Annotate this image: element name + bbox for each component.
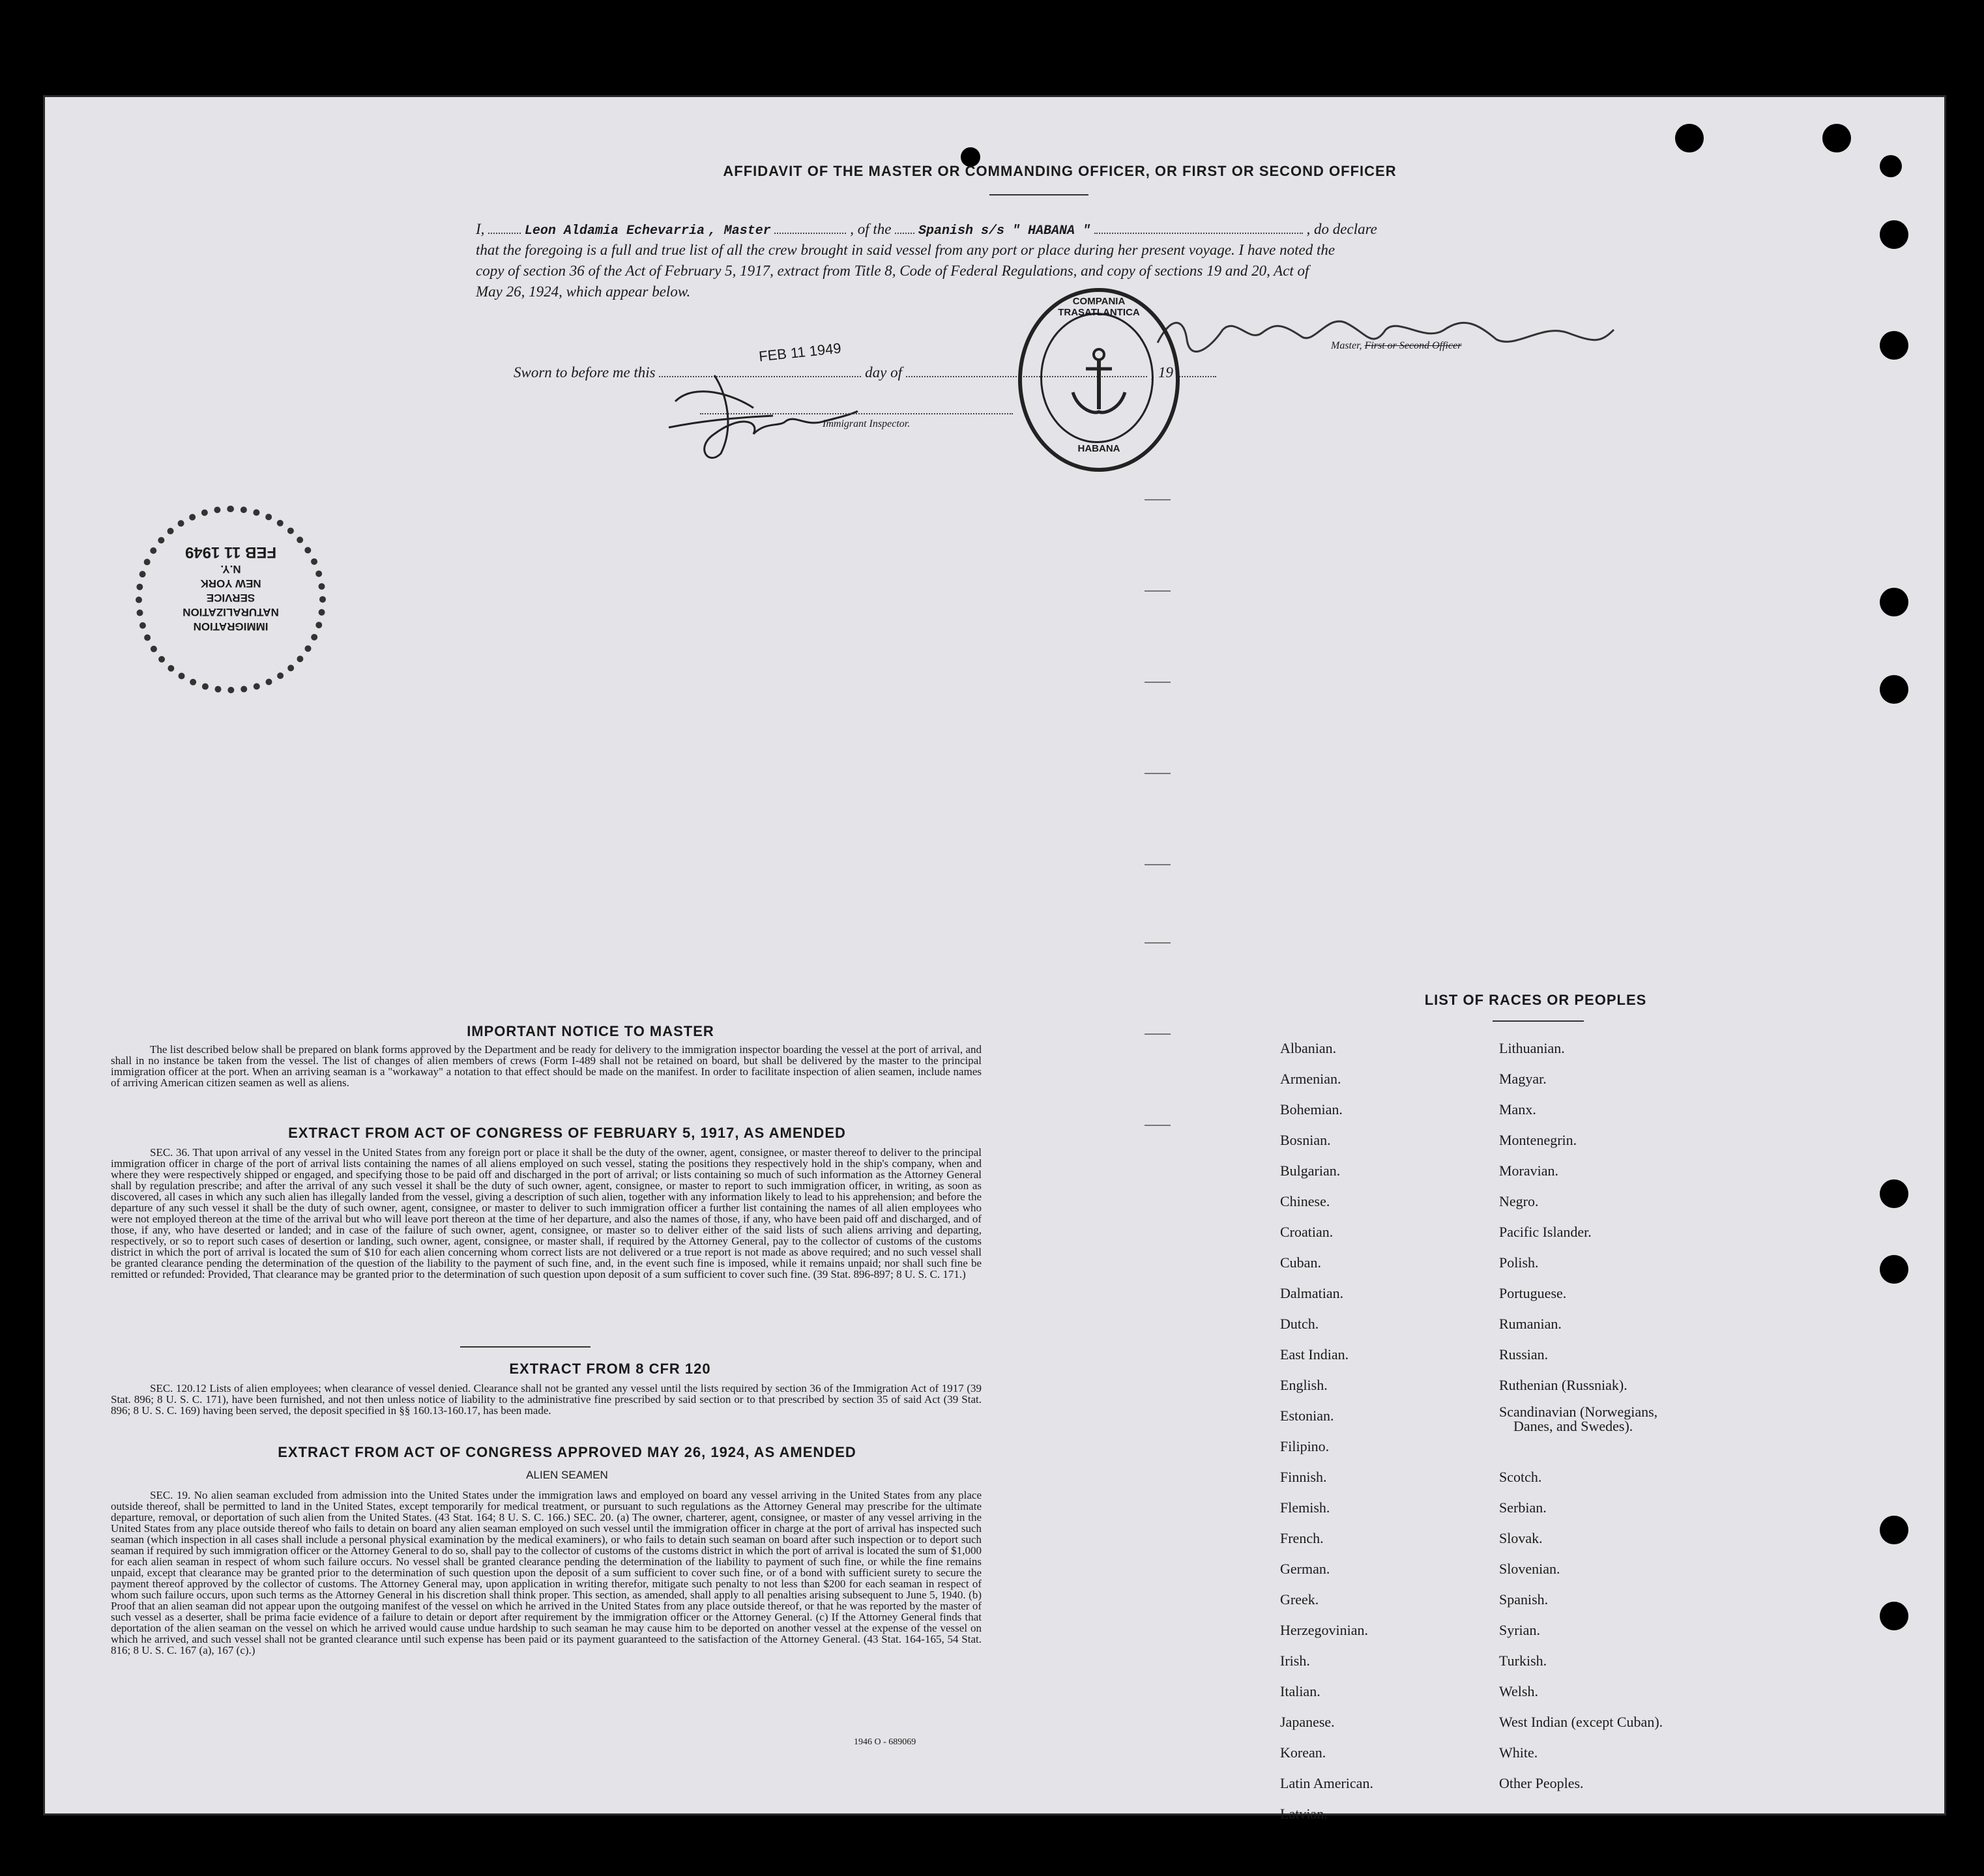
race-item: Flemish. bbox=[1280, 1499, 1330, 1516]
do-declare: , do declare bbox=[1306, 221, 1377, 237]
column-dash bbox=[1145, 773, 1171, 774]
race-item: Negro. bbox=[1499, 1193, 1539, 1209]
race-item: Bulgarian. bbox=[1280, 1162, 1341, 1179]
sworn-text: Sworn to before me this bbox=[514, 364, 656, 381]
race-item: Portuguese. bbox=[1499, 1285, 1567, 1301]
race-item: Russian. bbox=[1499, 1346, 1549, 1363]
race-item: German. bbox=[1280, 1561, 1330, 1577]
punch-hole bbox=[1880, 1516, 1908, 1544]
column-dash bbox=[1145, 590, 1171, 592]
master-caption-text: Master, bbox=[1331, 340, 1362, 351]
seal-bottom-text: HABANA bbox=[1077, 443, 1120, 454]
vessel-name: Spanish s/s " HABANA " bbox=[918, 224, 1091, 238]
round-stamp-text bbox=[168, 545, 293, 633]
race-item: Armenian. bbox=[1280, 1071, 1341, 1087]
inspector-signature bbox=[656, 356, 864, 467]
affidavit-title: AFFIDAVIT OF THE MASTER OR COMMANDING OFFICER, OR FIRST OR SECOND OFFICER bbox=[723, 163, 1397, 179]
race-item: Slovenian. bbox=[1499, 1561, 1560, 1577]
race-item: Italian. bbox=[1280, 1683, 1320, 1699]
extract-1924-body: SEC. 19. No alien seaman excluded from admission into the United States under the immigration laws and employed on board any vessel arriving in the United States from any place outside thereof, shall be permitted to land in the United States, except temporarily for medical treatment, or pursuant to such regulations as the Attorney General may prescribe for the ultimate departure, removal, or deportation of such alien from the United States. (43 Stat. 164; 8 U. S. C. 166.) SEC. 20. (a) The owner, charterer, agent, consignee, or master of any vessel arriving in the United States from any place outside thereof who fails to detain on board any alien seaman employed on such vessel until the immigration officer in charge at the port of arrival has inspected such seaman (which inspection in all cases shall include a personal physical examination by the medical examiners), or who fails to detain such seaman on board after such inspection or to deport such seaman if required by such immigration officer or the Attorney General to do so, shall pay to the collector of customs of the customs district in which the port of arrival is located the sum of $1,000 for each alien seaman in respect of whom such failure occurs. No vessel shall be granted clearance pending the determination of the liability to payment of such fine, or while the fine remains unpaid, except that clearance may be granted prior to the determination of such question upon the deposit of a sum sufficient to cover such fine, or of a bond with sufficient surety to secure the payment thereof approved by the collector of customs. The Attorney General may, upon application in writing therefor, mitigate such penalty to not less than $200 for each seaman in respect of whom such failure occurs, upon such terms as the Attorney General in his discretion shall think proper. This section, as amended, shall apply to all penalties arising subsequent to June 5, 1940. (b) Proof that an alien seaman did not appear upon the outgoing manifest of the vessel on which he arrived in the United States from any place outside thereof, or that he was reported by the master of such vessel as a deserter, shall be prima facie evidence of a failure to detain or deport after requirement by the immigration officer or the Attorney General. (c) If the Attorney General finds that deportation of the alien seaman on the vessel on which he arrived would cause undue hardship to such seaman he may cause him to be deported on another vessel at the expense of the vessel on which he arrived, and such vessel shall not be granted clearance until such expense has been paid or its payment guaranteed to the satisfaction of the Attorney General. (43 Stat. 164-165, 54 Stat. 816; 8 U. S. C. 167 (a), 167 (c).) bbox=[111, 1489, 982, 1656]
race-item: Cuban. bbox=[1280, 1254, 1321, 1271]
column-dash bbox=[1145, 499, 1171, 500]
column-dash bbox=[1145, 864, 1171, 865]
race-item: Montenegrin. bbox=[1499, 1132, 1577, 1148]
race-item: French. bbox=[1280, 1530, 1324, 1546]
round-stamp-line: N.Y. bbox=[220, 563, 241, 575]
extract-1924-subtitle: ALIEN SEAMEN bbox=[526, 1469, 608, 1481]
extract-cfr-body: SEC. 120.12 Lists of alien employees; when clearance of vessel denied. Clearance shall not be granted any vessel until the lists required by section 36 of the Immigration Act of 1917 (39 Stat. 896; 8 U. S. C. 171), have been furnished, and not then unless notice of liability to the administrative fine prescribed by said section or to that prescribed by section 35 of said Act (39 Stat. 896; 8 U. S. C. 169) having been served, the deposit specified in §§ 160.13-160.17, has been made. bbox=[111, 1382, 982, 1417]
punch-hole bbox=[1880, 1255, 1908, 1284]
date-stamp: FEB 11 1949 bbox=[757, 339, 842, 365]
races-title: LIST OF RACES OR PEOPLES bbox=[1424, 992, 1647, 1008]
round-stamp-line: SERVICE bbox=[206, 592, 255, 604]
race-item: Polish. bbox=[1499, 1254, 1539, 1271]
immigration-round-stamp bbox=[136, 506, 326, 693]
print-code: 1946 O - 689069 bbox=[854, 1737, 916, 1747]
race-item: West Indian (except Cuban). bbox=[1499, 1714, 1663, 1730]
race-item: Japanese. bbox=[1280, 1714, 1335, 1730]
extract-1917-rule bbox=[460, 1346, 591, 1348]
declaration-line-2: that the foregoing is a full and true list of all the crew brought in said vessel from any port or place during her present voyage. I have noted the bbox=[476, 242, 1335, 258]
race-item: Dutch. bbox=[1280, 1316, 1319, 1332]
races-title-rule bbox=[1493, 1020, 1584, 1022]
declaration-line-4: May 26, 1924, which appear below. bbox=[476, 283, 691, 300]
race-item: Chinese. bbox=[1280, 1193, 1330, 1209]
master-caption bbox=[1331, 340, 1461, 352]
punch-hole bbox=[1880, 588, 1908, 616]
race-item: Pacific Islander. bbox=[1499, 1224, 1592, 1240]
punch-hole bbox=[1880, 331, 1908, 360]
column-dash bbox=[1145, 942, 1171, 944]
round-stamp-line: NEW YORK bbox=[200, 577, 261, 590]
race-item: Turkish. bbox=[1499, 1652, 1547, 1669]
race-item: Latvian. bbox=[1280, 1806, 1328, 1822]
extract-1924-title: EXTRACT FROM ACT OF CONGRESS APPROVED MAY 26, 1924, AS AMENDED bbox=[278, 1444, 856, 1460]
race-item: Estonian. bbox=[1280, 1407, 1334, 1424]
inspector-rule bbox=[700, 413, 1013, 414]
of-the: , of the bbox=[850, 221, 892, 237]
race-item: Lithuanian. bbox=[1499, 1040, 1565, 1056]
race-item: Scandinavian (Norwegians, bbox=[1499, 1404, 1658, 1420]
declaration-line-1 bbox=[476, 219, 1584, 242]
race-item: Other Peoples. bbox=[1499, 1775, 1584, 1791]
struck-caption: First or Second Officer bbox=[1364, 340, 1462, 351]
seal-text: COMPANIA TRASATLANTICA bbox=[1058, 296, 1140, 318]
race-item: Bosnian. bbox=[1280, 1132, 1331, 1148]
punch-hole bbox=[1880, 1179, 1908, 1208]
punch-hole bbox=[1880, 675, 1908, 704]
company-seal bbox=[1018, 288, 1180, 472]
race-item: Korean. bbox=[1280, 1744, 1326, 1761]
round-stamp-date: FEB 11 1949 bbox=[184, 543, 277, 561]
round-stamp-line: NATURALIZATION bbox=[182, 606, 279, 618]
race-item: Croatian. bbox=[1280, 1224, 1334, 1240]
race-item: Serbian. bbox=[1499, 1499, 1547, 1516]
race-item: Latin American. bbox=[1280, 1775, 1373, 1791]
punch-hole bbox=[1880, 1602, 1908, 1630]
master-signature bbox=[1151, 304, 1620, 362]
extract-1917-title: EXTRACT FROM ACT OF CONGRESS OF FEBRUARY 5, 1917, AS AMENDED bbox=[288, 1125, 846, 1141]
punch-hole bbox=[1880, 220, 1908, 249]
punch-hole bbox=[1880, 155, 1902, 177]
race-item: Rumanian. bbox=[1499, 1316, 1562, 1332]
race-item: Filipino. bbox=[1280, 1438, 1330, 1454]
race-item: Finnish. bbox=[1280, 1469, 1327, 1485]
race-item: Herzegovinian. bbox=[1280, 1622, 1368, 1638]
race-item: Dalmatian. bbox=[1280, 1285, 1344, 1301]
master-name: Leon Aldamia Echevarria bbox=[524, 224, 705, 238]
rank: , Master bbox=[708, 224, 771, 238]
document-page bbox=[43, 95, 1946, 1822]
round-stamp-line: IMMIGRATION bbox=[193, 620, 269, 633]
declaration-line-3: copy of section 36 of the Act of February 5, 1917, extract from Title 8, Code of Federal Regulations, and copy of sections 19 and 20, Act of bbox=[476, 263, 1309, 279]
decl-i: I, bbox=[476, 221, 485, 237]
day-of: day of bbox=[865, 364, 902, 381]
race-item: Slovak. bbox=[1499, 1530, 1543, 1546]
column-dash bbox=[1145, 1125, 1171, 1126]
race-item: Moravian. bbox=[1499, 1162, 1559, 1179]
race-item: Scotch. bbox=[1499, 1469, 1542, 1485]
year-prefix: , 19 bbox=[1150, 364, 1173, 381]
extract-1917-body: SEC. 36. That upon arrival of any vessel in the United States from any foreign port or place it shall be the duty of the owner, agent, consignee, or master thereof to deliver to the principal immigration officer in charge of the port of arrival lists containing the names of all aliens employed on such vessel, stating the positions they respectively hold in the ship's company, when and where they were respectively shipped or engaged, and specifying those to be paid off and discharged in the port of arrival; or lists containing so much of such information as the Attorney General shall by regulation prescribe; and after the arrival of any such vessel it shall be the duty of such owner, agent, consignee, or master to report to such immigration officer, in writing, as soon as discovered, all cases in which any such alien has illegally landed from the vessel, giving a description of such alien, together with any information likely to lead to his apprehension; and before the departure of any such vessel it shall be the duty of such owner, agent, consignee, or master to deliver to such immigration officer a further list containing the names of all alien employees who were not employed thereon at the time of the arrival but who will leave port thereon at the time of her departure, and also the names of those, if any, who have been paid off and discharged, and of those, if any, who have deserted or landed; and in case of the failure of such owner, agent, consignee, or master so to deliver either of the said lists of such aliens arriving and departing, respectively, or so to report such cases of desertion or landing, such owner, agent, consignee, or master shall, if required by the Attorney General, pay to the collector of customs of the customs district in which the port of arrival is located the sum of $10 for each alien concerning whom correct lists are not delivered or a true report is not made as above required; and no such vessel shall be granted clearance pending the determination of the question of the liability to the payment of such fine, and, in the event such fine is imposed, while it remains unpaid; nor shall such fine be remitted or refunded: Provided, That clearance may be granted prior to the determination of such question upon deposit of a sum sufficient to cover such fine. (39 Stat. 896-897; 8 U. S. C. 171.) bbox=[111, 1146, 982, 1280]
race-item: Magyar. bbox=[1499, 1071, 1547, 1087]
race-item: Irish. bbox=[1280, 1652, 1310, 1669]
race-item: Syrian. bbox=[1499, 1622, 1540, 1638]
extract-cfr-title: EXTRACT FROM 8 CFR 120 bbox=[509, 1361, 711, 1377]
race-item: Bohemian. bbox=[1280, 1101, 1343, 1118]
anchor-icon bbox=[1068, 347, 1130, 418]
title-rule bbox=[989, 194, 1088, 195]
race-item: Albanian. bbox=[1280, 1040, 1337, 1056]
inspector-caption: Immigrant Inspector. bbox=[823, 418, 911, 429]
punch-hole bbox=[1822, 124, 1851, 152]
race-item: Ruthenian (Russniak). bbox=[1499, 1377, 1627, 1393]
column-dash bbox=[1145, 1033, 1171, 1035]
punch-hole bbox=[1675, 124, 1704, 152]
race-item: English. bbox=[1280, 1377, 1328, 1393]
column-dash bbox=[1145, 682, 1171, 683]
race-item: White. bbox=[1499, 1744, 1538, 1761]
race-item: East Indian. bbox=[1280, 1346, 1349, 1363]
race-item: Welsh. bbox=[1499, 1683, 1538, 1699]
race-item: Greek. bbox=[1280, 1591, 1319, 1608]
race-item: Manx. bbox=[1499, 1101, 1536, 1118]
notice-body: The list described below shall be prepared on blank forms approved by the Department and be ready for delivery to the immigration inspector boarding the vessel at the port of arrival, and shall in no instance be taken from the vessel. The list of changes of alien members of crews (Form I-489 shall not be retained on board, but shall be delivered by the master to the principal immigration officer at the port. When an arriving seaman is a "workaway" a notation to that effect should be made on the manifest. In order to facilitate inspection of alien seamen, include names of arriving American citizen seamen as well as aliens. bbox=[111, 1043, 982, 1089]
notice-title: IMPORTANT NOTICE TO MASTER bbox=[467, 1023, 714, 1039]
race-item-continuation: Danes, and Swedes). bbox=[1513, 1418, 1633, 1434]
race-item: Spanish. bbox=[1499, 1591, 1549, 1608]
